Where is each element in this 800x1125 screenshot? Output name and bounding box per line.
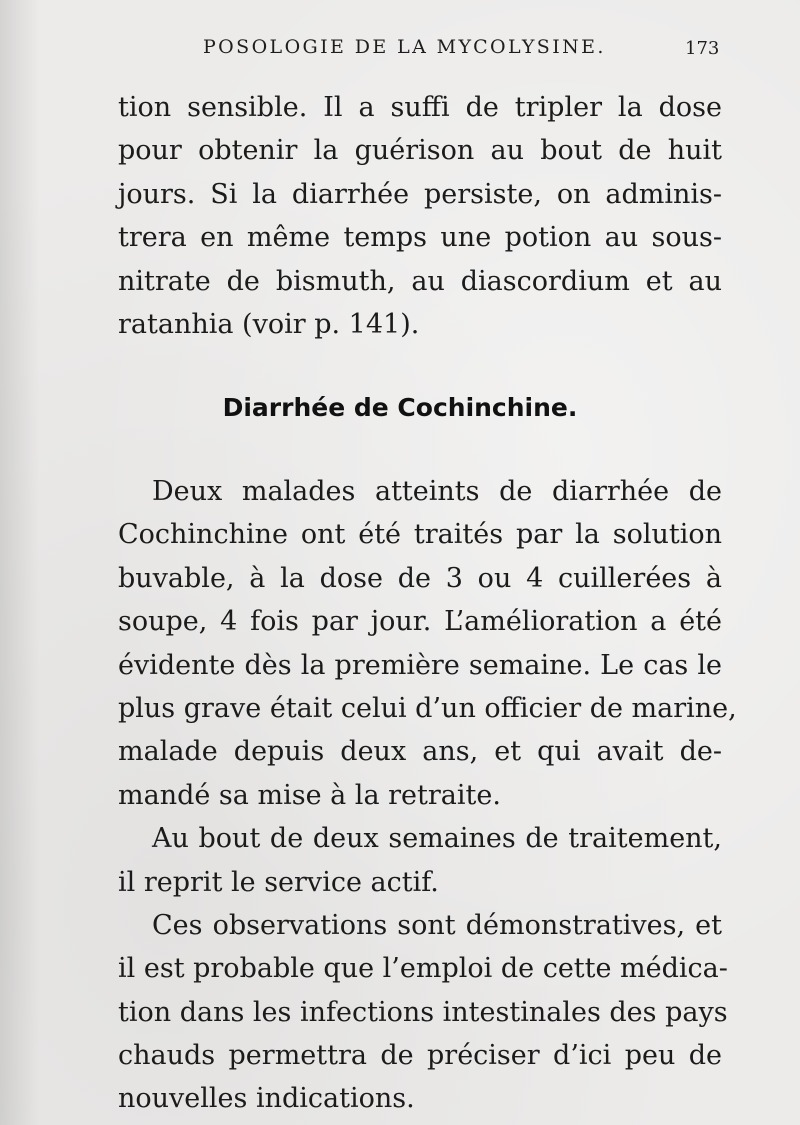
text-line: malade depuis deux ans, et qui avait de- (118, 736, 722, 768)
text-line: tion dans les infections intestinales des pays (118, 996, 728, 1028)
text-line: mandé sa mise à la retraite. (118, 779, 501, 811)
running-head: POSOLOGIE DE LA MYCOLYSINE. (203, 36, 606, 58)
page-edge-shadow (0, 0, 40, 1125)
text-line: tion sensible. Il a suffi de tripler la dose (118, 92, 722, 123)
text-line: trera en même temps une potion au sous- (118, 222, 722, 254)
text-line: chauds permettra de préciser d’ici peu de (118, 1040, 722, 1072)
text-line: nitrate de bismuth, au diascordium et au (118, 265, 722, 297)
text-line: nouvelles indications. (118, 1083, 415, 1115)
text-line: Ces observations sont démonstratives, et (152, 909, 722, 941)
text-line: jours. Si la diarrhée persiste, on adminis- (118, 178, 722, 210)
paragraph-continued (118, 86, 722, 346)
text-line: Deux malades atteints de diarrhée de (152, 476, 722, 507)
text-line: soupe, 4 fois par jour. L’amélioration a été (118, 606, 722, 638)
page-number: 173 (685, 38, 720, 59)
text-line: il reprit le service actif. (118, 866, 439, 898)
section-body (118, 470, 737, 1121)
text-line: buvable, à la dose de 3 ou 4 cuillerées à (118, 562, 722, 594)
text-line: Cochinchine ont été traités par la solution (118, 519, 722, 551)
text-line: il est probable que l’emploi de cette médica- (118, 953, 728, 985)
text-line: pour obtenir la guérison au bout de huit (118, 135, 722, 167)
text-line: évidente dès la première semaine. Le cas le (118, 649, 722, 681)
section-heading: Diarrhée de Cochinchine. (222, 393, 578, 422)
text-line: ratanhia (voir p. 141). (118, 308, 420, 340)
text-line: Au bout de deux semaines de traitement, (152, 823, 722, 855)
text-line: plus grave était celui d’un officier de marine, (118, 692, 737, 724)
